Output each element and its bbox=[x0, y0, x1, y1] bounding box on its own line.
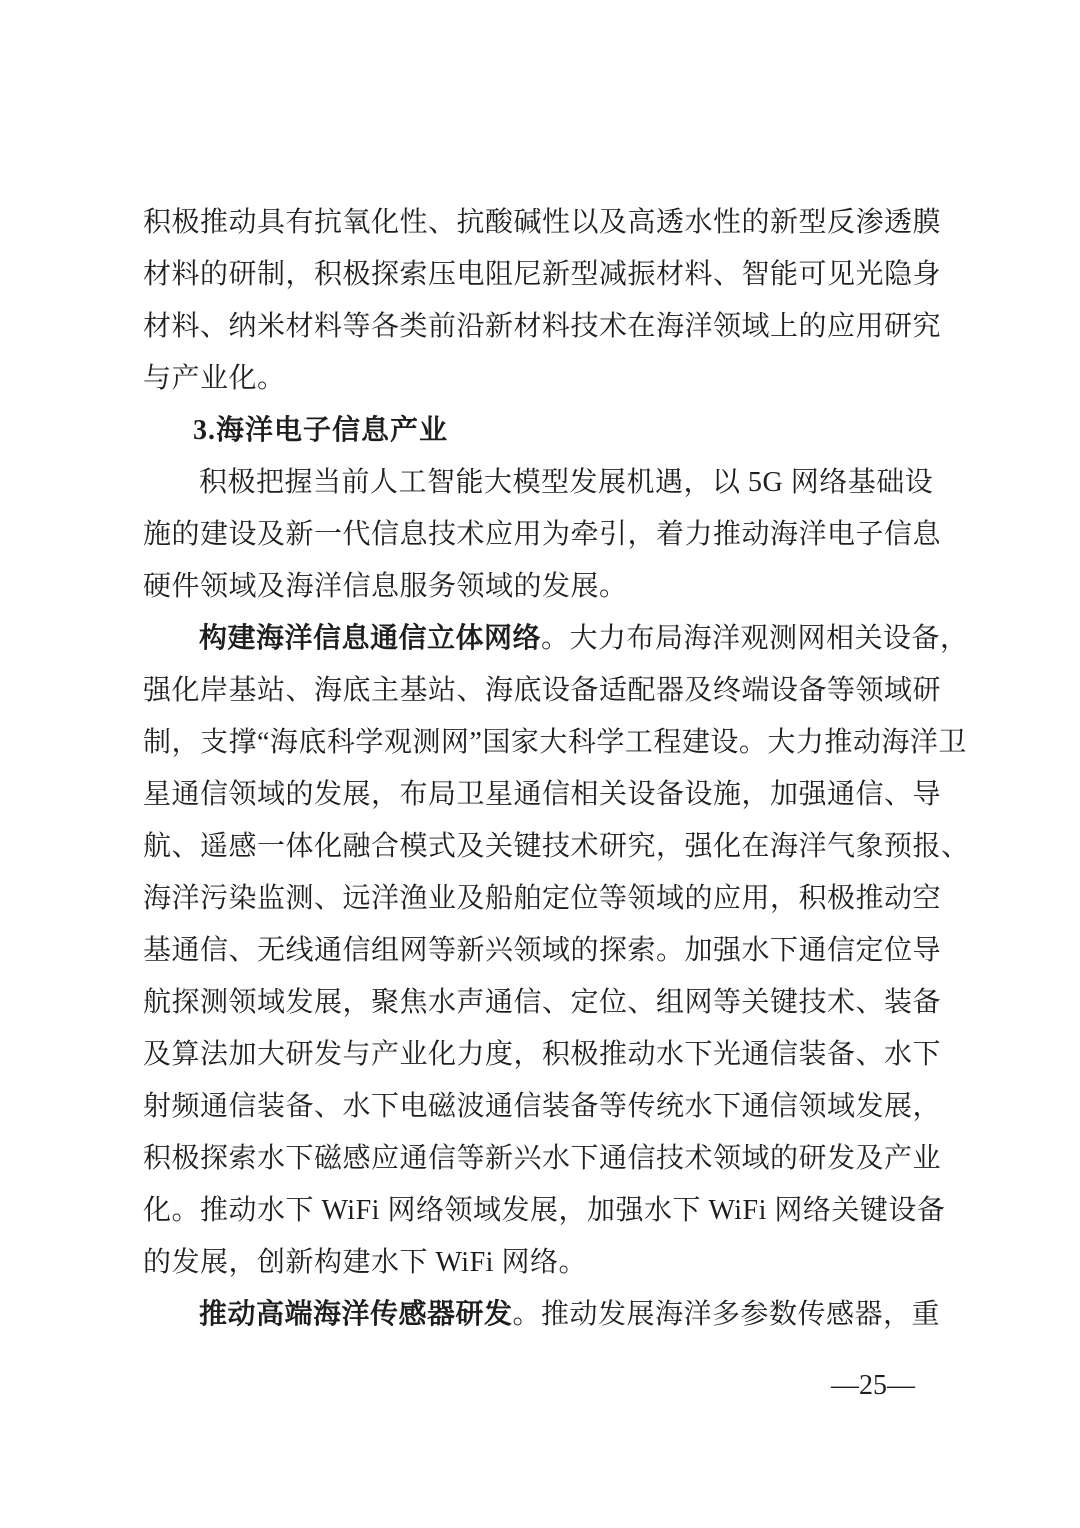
paragraph4-lead-rest: 。推动发展海洋多参数传感器，重 bbox=[512, 1299, 941, 1330]
page-number: —25— bbox=[831, 1370, 915, 1401]
paragraph4-bold-lead: 推动高端海洋传感器研发 bbox=[199, 1299, 513, 1330]
section-heading: 3.海洋电子信息产业 bbox=[193, 415, 449, 446]
paragraph4-first-line bbox=[143, 1289, 943, 1341]
document-body bbox=[143, 197, 970, 1341]
paragraph3-line: 化。推动水下 WiFi 网络领域发展，加强水下 WiFi 网络关键设备 bbox=[143, 1195, 946, 1226]
paragraph1-line: 材料、纳米材料等各类前沿新材料技术在海洋领域上的应用研究 bbox=[143, 311, 942, 342]
paragraph1-line: 积极推动具有抗氧化性、抗酸碱性以及高透水性的新型反渗透膜 bbox=[143, 207, 942, 238]
paragraph1-line: 材料的研制，积极探索压电阻尼新型减振材料、智能可见光隐身 bbox=[143, 259, 942, 290]
paragraph3-line: 积极探索水下磁感应通信等新兴水下通信技术领域的研发及产业 bbox=[143, 1143, 942, 1174]
paragraph3-line: 航、遥感一体化融合模式及关键技术研究，强化在海洋气象预报、 bbox=[143, 831, 970, 862]
paragraph3-lead-rest: 。大力布局海洋观测网相关设备， bbox=[541, 623, 969, 654]
paragraph3-line: 制，支撑“海底科学观测网”国家大科学工程建设。大力推动海洋卫 bbox=[143, 727, 967, 758]
paragraph3-line: 航探测领域发展，聚焦水声通信、定位、组网等关键技术、装备 bbox=[143, 987, 942, 1018]
paragraph3-line: 及算法加大研发与产业化力度，积极推动水下光通信装备、水下 bbox=[143, 1039, 942, 1070]
paragraph3-line: 基通信、无线通信组网等新兴领域的探索。加强水下通信定位导 bbox=[143, 935, 942, 966]
paragraph3-line: 强化岸基站、海底主基站、海底设备适配器及终端设备等领域研 bbox=[143, 675, 942, 706]
paragraph2-line: 积极把握当前人工智能大模型发展机遇，以 5G 网络基础设 bbox=[199, 467, 934, 498]
paragraph3-first-line bbox=[143, 613, 969, 665]
paragraph2-line: 硬件领域及海洋信息服务领域的发展。 bbox=[143, 571, 628, 602]
paragraph3-line: 的发展，创新构建水下 WiFi 网络。 bbox=[143, 1247, 587, 1278]
paragraph3-line: 海洋污染监测、远洋渔业及船舶定位等领域的应用，积极推动空 bbox=[143, 883, 942, 914]
paragraph2-line: 施的建设及新一代信息技术应用为牵引，着力推动海洋电子信息 bbox=[143, 519, 942, 550]
paragraph3-line: 射频通信装备、水下电磁波通信装备等传统水下通信领域发展， bbox=[143, 1091, 942, 1122]
paragraph3-bold-lead: 构建海洋信息通信立体网络 bbox=[199, 623, 542, 654]
paragraph3-line: 星通信领域的发展，布局卫星通信相关设备设施，加强通信、导 bbox=[143, 779, 942, 810]
paragraph1-line: 与产业化。 bbox=[143, 363, 286, 394]
